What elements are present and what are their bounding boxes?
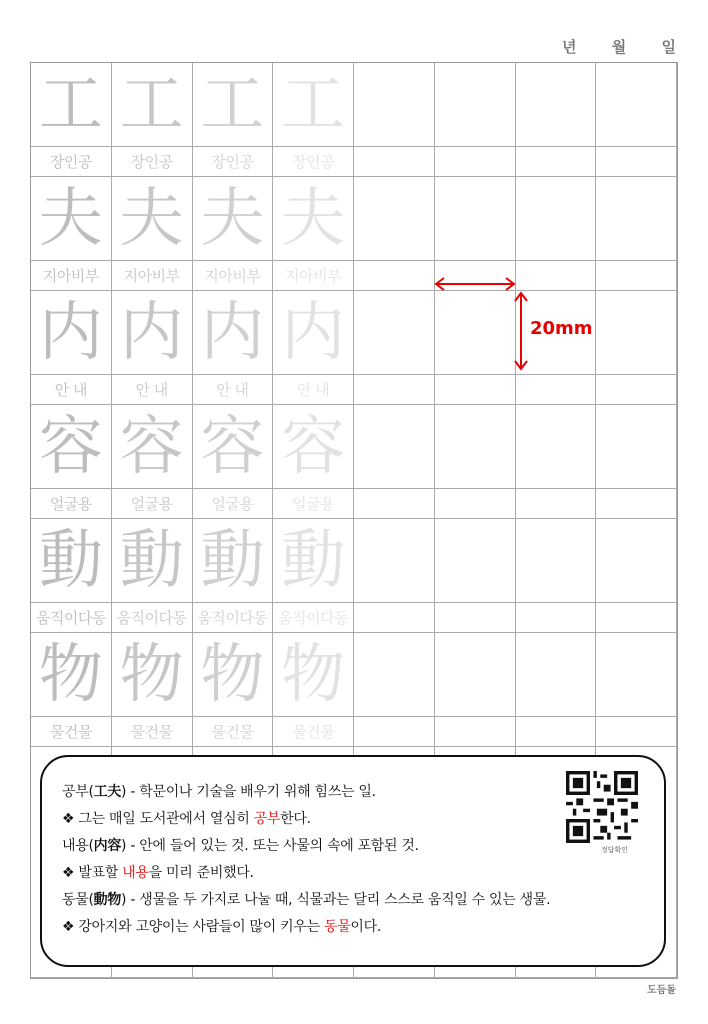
definition-bold: 内容 — [93, 838, 122, 854]
brand-logo: 도듬돌 — [647, 985, 676, 996]
hanja-trace-cell: 夫 — [273, 177, 354, 261]
definition-line — [62, 887, 550, 914]
hanja-trace-cell: 工 — [193, 63, 274, 147]
date-year: 년 — [562, 38, 577, 56]
hanja-trace-cell: 工 — [112, 63, 193, 147]
hanja-trace-cell: 動 — [273, 519, 354, 603]
reading-trace-cell: 얼굴용 — [193, 489, 274, 519]
definition-tail: 을 미리 준비했다. — [148, 865, 254, 881]
definition-tail: 한다. — [280, 811, 311, 827]
reading-trace-cell: 움직이다동 — [193, 603, 274, 633]
reading-trace-cell: 지아비부 — [112, 261, 193, 291]
hanja-trace-cell: 内 — [31, 291, 112, 375]
hanja-trace-cell: 内 — [273, 291, 354, 375]
reading-trace-cell: 얼굴용 — [273, 489, 354, 519]
reading-trace-cell: 물건물 — [112, 717, 193, 747]
hanja-trace-cell: 容 — [31, 405, 112, 489]
definition-post: ) - 안에 들어 있는 것. 또는 사물의 속에 포함된 것. — [121, 838, 419, 854]
reading-trace-cell: 안 내 — [273, 375, 354, 405]
reading-trace-cell: 지아비부 — [273, 261, 354, 291]
hanja-trace-cell: 容 — [273, 405, 354, 489]
hanja-trace-cell: 物 — [31, 633, 112, 717]
hanja-trace-cell: 物 — [112, 633, 193, 717]
definition-line — [62, 914, 550, 941]
reading-trace-cell: 물건물 — [193, 717, 274, 747]
reading-trace-cell: 움직이다동 — [31, 603, 112, 633]
reading-trace-cell: 물건물 — [31, 717, 112, 747]
reading-trace-cell: 안 내 — [112, 375, 193, 405]
definition-line — [62, 779, 550, 806]
hanja-trace-cell: 容 — [193, 405, 274, 489]
reading-trace-cell: 안 내 — [193, 375, 274, 405]
reading-trace-cell: 장인공 — [31, 147, 112, 177]
definition-line — [62, 806, 550, 833]
definition-tail: 이다. — [350, 919, 382, 935]
reading-trace-cell: 움직이다동 — [273, 603, 354, 633]
hanja-trace-cell: 夫 — [193, 177, 274, 261]
hanja-trace-cell: 動 — [193, 519, 274, 603]
reading-trace-cell: 움직이다동 — [112, 603, 193, 633]
measure-label: 20mm — [530, 318, 593, 339]
hanja-trace-cell: 容 — [112, 405, 193, 489]
definition-pre: ❖ 그는 매일 도서관에서 열심히 — [62, 811, 254, 827]
definition-bold: 動物 — [93, 892, 122, 908]
definition-post: ) - 생물을 두 가지로 나눌 때, 식물과는 달리 스스로 움직일 수 있는 생물. — [121, 892, 551, 908]
reading-trace-cell: 얼굴용 — [112, 489, 193, 519]
reading-trace-cell: 장인공 — [193, 147, 274, 177]
date-month: 월 — [611, 38, 627, 56]
definition-red: 공부 — [253, 811, 281, 827]
definition-post: ) - 학문이나 기술을 배우기 위해 힘쓰는 일. — [121, 784, 376, 800]
hanja-trace-cell: 夫 — [112, 177, 193, 261]
hanja-trace-cell: 夫 — [31, 177, 112, 261]
hanja-trace-cell: 動 — [112, 519, 193, 603]
qr-code-icon[interactable] — [566, 771, 638, 843]
definition-bold: 工夫 — [93, 784, 122, 800]
definition-pre: 공부( — [62, 784, 94, 800]
hanja-trace-cell: 工 — [273, 63, 354, 147]
definition-pre: ❖ 발표할 — [62, 865, 123, 881]
definition-lines — [62, 779, 550, 941]
reading-trace-cell: 지아비부 — [193, 261, 274, 291]
definition-box — [40, 755, 666, 967]
definition-pre: 내용( — [62, 838, 94, 854]
hanja-trace-cell: 内 — [112, 291, 193, 375]
definition-pre: ❖ 강아지와 고양이는 사람들이 많이 키우는 — [62, 919, 324, 935]
reading-trace-cell: 지아비부 — [31, 261, 112, 291]
definition-line — [62, 860, 550, 887]
hanja-trace-cell: 工 — [31, 63, 112, 147]
definition-line — [62, 833, 550, 860]
reading-trace-cell: 안 내 — [31, 375, 112, 405]
qr-label: 정답확인 — [600, 846, 628, 854]
reading-trace-cell: 물건물 — [273, 717, 354, 747]
definition-red: 내용 — [122, 865, 149, 881]
date-day: 일 — [661, 38, 676, 56]
reading-trace-cell: 장인공 — [112, 147, 193, 177]
hanja-trace-cell: 動 — [31, 519, 112, 603]
definition-red: 동물 — [323, 919, 351, 935]
reading-trace-cell: 얼굴용 — [31, 489, 112, 519]
hanja-trace-cell: 物 — [273, 633, 354, 717]
definition-pre: 동물( — [62, 892, 94, 908]
hanja-trace-cell: 物 — [193, 633, 274, 717]
reading-trace-cell: 장인공 — [273, 147, 354, 177]
hanja-trace-cell: 内 — [193, 291, 274, 375]
